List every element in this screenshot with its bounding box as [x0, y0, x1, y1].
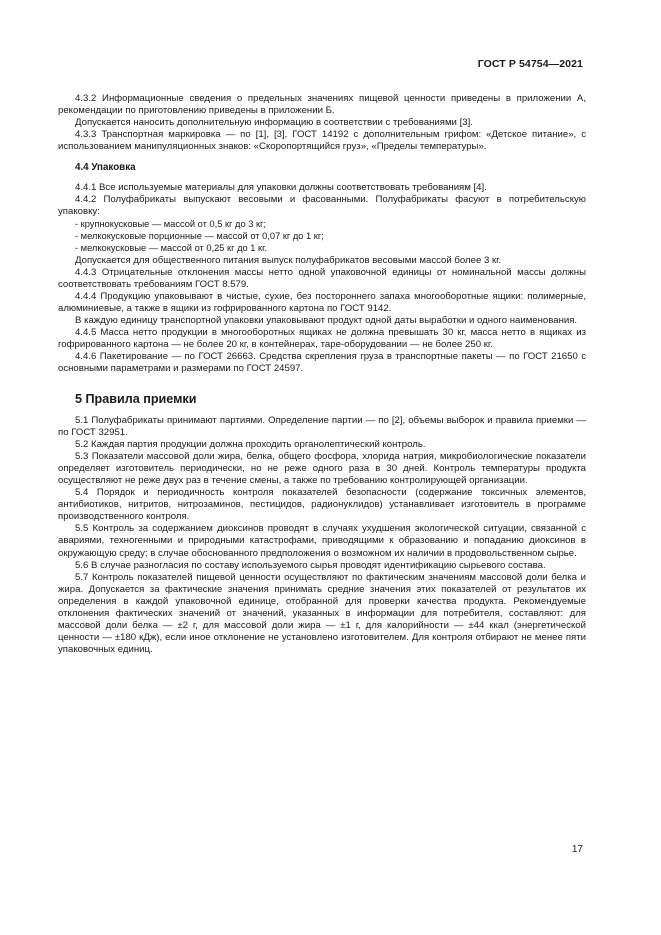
paragraph-5-4: 5.4 Порядок и периодичность контроля показателей безопасности (содержание токсичных элементов, антибиотиков, нитритов, нитрозаминов, пестицидов, радионуклидов) устанавливает изготовитель в программе производственного контроля. [58, 487, 586, 523]
packaging-list [58, 218, 586, 254]
paragraph-4-3-3: 4.3.3 Транспортная маркировка — по [1], [3], ГОСТ 14192 с дополнительным грифом: «Детское питание», с использованием манипуляционных знаков: «Скоропортящийся груз», «Пределы температуры». [58, 129, 586, 153]
paragraph-public-catering: Допускается для общественного питания выпуск полуфабрикатов весовыми массой более 3 кг. [75, 254, 502, 266]
paragraph-5-7: 5.7 Контроль показателей пищевой ценности осуществляют по фактическим значениям массовой доли белка и жира. Допускается за фактические значения принимать средние значения этих показателей от результатов их определения в каждой упаковочной единице, отобранной для проверки качества продукта. Рекомендуемые отклонения фактических значений от значений, указанных в информации для потребителя, составляют: для массовой доли белка — ±2 г, для массовой доли жира — ±1 г, для калорийности — ±44 ккал (энергетической ценности — ±180 кДж), если иное отклонение не установлено изготовителем. Для контроля отбирают не менее пяти упаковочных единиц. [58, 571, 586, 655]
paragraph-4-4-1: 4.4.1 Все используемые материалы для упаковки должны соответствовать требованиям [4]. [75, 182, 487, 194]
paragraph-5-2: 5.2 Каждая партия продукции должна проходить органолептический контроль. [75, 439, 426, 451]
paragraph-4-4-6: 4.4.6 Пакетирование — по ГОСТ 26663. Средства скрепления груза в транспортные пакеты — по ГОСТ 21650 с основными параметрами и размерами по ГОСТ 24597. [58, 350, 586, 374]
section-heading-4-4: 4.4 Упаковка [75, 162, 136, 174]
list-item: - крупнокусковые — массой от 0,5 кг до 3 кг; [75, 219, 266, 230]
document-id: ГОСТ Р 54754—2021 [477, 58, 583, 70]
paragraph-4-3-2: 4.3.2 Информационные сведения о предельных значениях пищевой ценности приведены в приложении А, рекомендации по приготовлению приведены в приложении Б. [58, 93, 586, 117]
page-number: 17 [571, 844, 583, 855]
list-item: - мелкокусковые — массой от 0,25 кг до 1 кг. [75, 243, 267, 254]
page-content [58, 93, 586, 656]
section-heading-5: 5 Правила приемки [75, 391, 197, 406]
paragraph-5-5: 5.5 Контроль за содержанием диоксинов проводят в случаях ухудшения экологической ситуации, связанной с авариями, техногенными и природными катастрофами, приводящими к образованию и попаданию диоксинов в окружающую среду; в случае обоснованного предположения о возможном их наличии в продовольственном сырье. [58, 523, 586, 559]
paragraph-4-4-2: 4.4.2 Полуфабрикаты выпускают весовыми и фасованными. Полуфабрикаты фасуют в потребительскую упаковку: [58, 194, 586, 218]
paragraph-5-3: 5.3 Показатели массовой доли жира, белка, общего фосфора, хлорида натрия, микробиологические показатели определяет изготовитель периодически, но не реже одного раза в 30 дней. Контроль температуры продукта осуществляют не реже двух раз в течение смены, а также по требованию контролирующей организации. [58, 451, 586, 487]
paragraph-additional-info: Допускается наносить дополнительную информацию в соответствии с требованиями [3]. [75, 117, 473, 129]
paragraph-5-6: 5.6 В случае разногласия по составу используемого сырья проводят идентификацию сырьевого состава. [75, 559, 546, 571]
paragraph-transport-unit: В каждую единицу транспортной упаковки упаковывают продукт одной даты выработки и одного наименования. [75, 314, 578, 326]
list-item: - мелкокусковые порционные — массой от 0,07 кг до 1 кг; [75, 231, 324, 242]
paragraph-4-4-3: 4.4.3 Отрицательные отклонения массы нетто одной упаковочной единицы от номинальной массы должны соответствовать требованиям ГОСТ 8.579. [58, 266, 586, 290]
paragraph-4-4-4: 4.4.4 Продукцию упаковывают в чистые, сухие, без постороннего запаха многооборотные ящики: полимерные, алюминиевые, а также в ящики из гофрированного картона по ГОСТ 9142. [58, 290, 586, 314]
paragraph-5-1: 5.1 Полуфабрикаты принимают партиями. Определение партии — по [2], объемы выборок и правила приемки — по ГОСТ 32951. [58, 414, 586, 439]
paragraph-4-4-5: 4.4.5 Масса нетто продукции в многооборотных ящиках не должна превышать 30 кг, масса нетто в ящиках из гофрированного картона — не более 20 кг, в контейнерах, таре-оборудовании — не более 250 кг. [58, 326, 586, 350]
